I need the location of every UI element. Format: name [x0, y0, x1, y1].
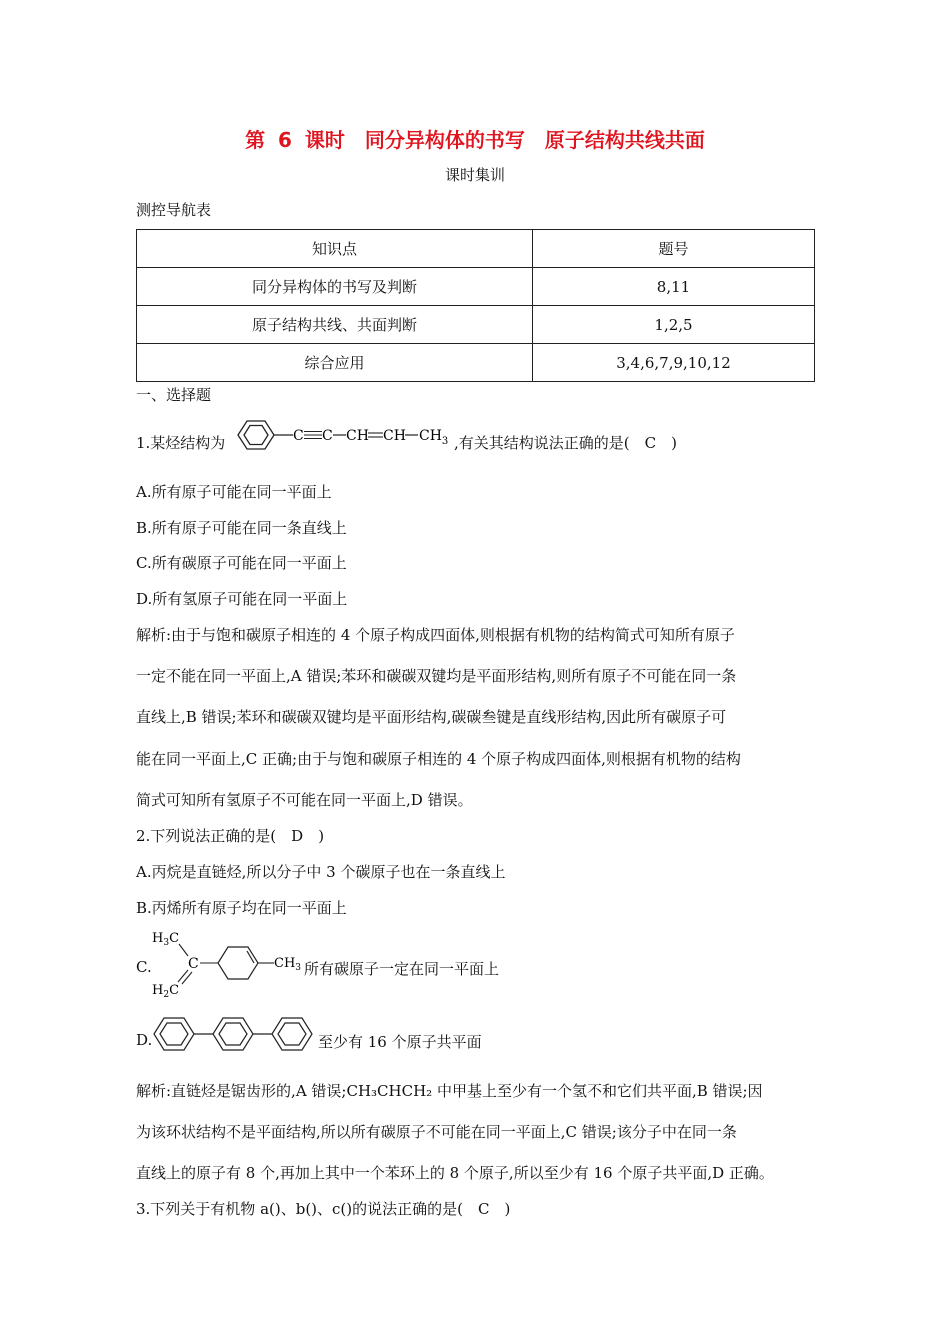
h2c-group: $H_2C$: [152, 983, 180, 998]
table-cell: 3,4,6,7,9,10,12: [533, 344, 815, 382]
q1-ch-a: CH: [346, 428, 369, 444]
q1-analysis-line: 解析:由于与饱和碳原子相连的 4 个原子构成四面体,则根据有机物的结构简式可知所有原子: [136, 626, 735, 644]
table-cell: 1,2,5: [533, 306, 815, 344]
q2-stem: 2.下列说法正确的是( D ): [136, 827, 325, 845]
benzene-ring-icon: [154, 1018, 194, 1050]
q1-option-a: A.所有原子可能在同一平面上: [136, 483, 332, 501]
table-row: [137, 344, 815, 382]
q1-analysis-line: 简式可知所有氢原子不可能在同一平面上,D 错误。: [136, 791, 473, 809]
double-bond: [368, 433, 383, 437]
q1-structure-formula: [236, 418, 454, 452]
q1-suffix: ,有关其结构说法正确的是( C ): [454, 434, 677, 452]
section-heading: 一、选择题: [136, 386, 212, 404]
nav-table-heading: 测控导航表: [136, 201, 212, 219]
benzene-ring-icon: [272, 1018, 312, 1050]
cyclohexene-ring-icon: [218, 947, 258, 979]
q2-analysis-line: 解析:直链烃是锯齿形的,A 错误;CH₃CHCH₂ 中甲基上至少有一个氢不和它们共平面,B 错误;因: [136, 1082, 763, 1100]
double-bond: [178, 970, 192, 984]
q1-prefix: 1.某烃结构为: [136, 434, 226, 452]
benzene-ring-icon: [238, 421, 274, 449]
table-cell: 8,11: [533, 268, 815, 306]
q2-option-d-label: D.: [136, 1031, 153, 1049]
q2-analysis-line: 直线上的原子有 8 个,再加上其中一个苯环上的 8 个原子,所以至少有 16 个原子共平面,D 正确。: [136, 1164, 774, 1182]
q3-stem: 3.下列关于有机物 a()、b()、c()的说法正确的是( C ): [136, 1200, 511, 1218]
q2-option-c-text: 所有碳原子一定在同一平面上: [304, 960, 500, 978]
table-row: [137, 268, 815, 306]
q2-option-a: A.丙烷是直链烃,所以分子中 3 个碳原子也在一条直线上: [136, 863, 506, 881]
nav-table: [136, 229, 815, 382]
page-subtitle: 课时集训: [444, 166, 505, 184]
h3c-group: $H_3C$: [152, 931, 180, 948]
table-row: [137, 306, 815, 344]
q2-option-b: B.丙烯所有原子均在同一平面上: [136, 899, 347, 917]
table-cell: 原子结构共线、共面判断: [137, 306, 533, 344]
q1-option-b: B.所有原子可能在同一条直线上: [136, 519, 347, 537]
q2-option-d-text: 至少有 16 个原子共平面: [318, 1033, 482, 1051]
q1-ch3: $CH_3$: [419, 428, 449, 447]
table-header-cell: 知识点: [137, 230, 533, 268]
q1-carbon-1: C: [293, 428, 304, 444]
single-bond: [179, 944, 188, 956]
table-header-cell: 题号: [533, 230, 815, 268]
q1-analysis-line: 一定不能在同一平面上,A 错误;苯环和碳碳双键均是平面形结构,则所有原子不可能在同一条: [136, 667, 737, 685]
benzene-ring-icon: [213, 1018, 253, 1050]
table-cell: 同分异构体的书写及判断: [137, 268, 533, 306]
ch3-group: $CH_3$: [274, 956, 302, 973]
page-title: 第 6 课时 同分异构体的书写 原子结构共线共面: [245, 128, 705, 152]
q2-option-c-structure: [150, 928, 304, 998]
q2-option-c-label: C.: [136, 958, 152, 976]
q2-analysis-line: 为该环状结构不是平面结构,所以所有碳原子不可能在同一平面上,C 错误;该分子中在同一条: [136, 1123, 737, 1141]
q1-option-d: D.所有氢原子可能在同一平面上: [136, 590, 348, 608]
q1-option-c: C.所有碳原子可能在同一平面上: [136, 554, 347, 572]
central-carbon: C: [188, 956, 199, 972]
table-cell: 综合应用: [137, 344, 533, 382]
table-header-row: [137, 230, 815, 268]
q1-ch-b: CH: [383, 428, 406, 444]
q1-carbon-2: C: [322, 428, 333, 444]
q1-analysis-line: 直线上,B 错误;苯环和碳碳双键均是平面形结构,碳碳叁键是直线形结构,因此所有碳原子可: [136, 708, 727, 726]
q1-analysis-line: 能在同一平面上,C 正确;由于与饱和碳原子相连的 4 个原子构成四面体,则根据有机物的结构: [136, 750, 741, 768]
terphenyl-structure-icon: [152, 1014, 318, 1054]
triple-bond: [304, 432, 322, 439]
